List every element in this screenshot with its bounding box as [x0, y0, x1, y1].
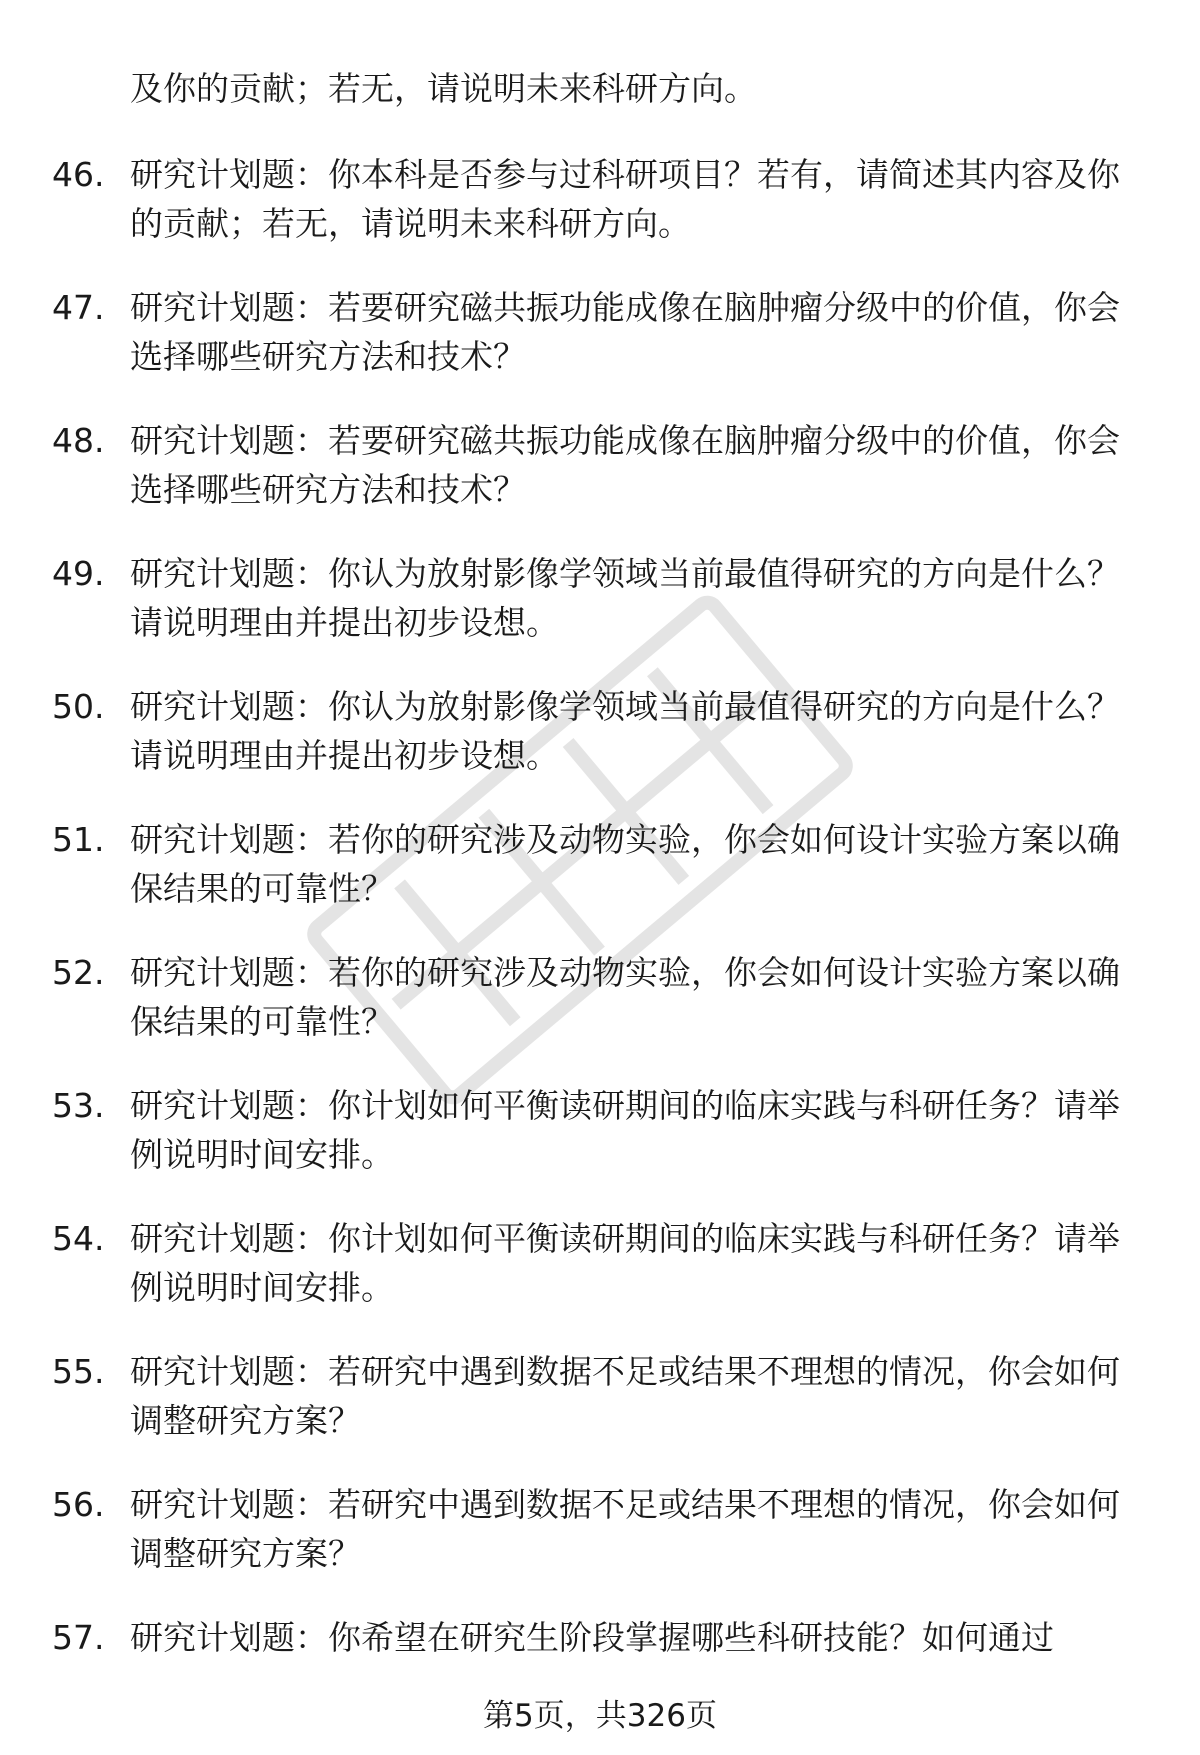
- question-number: 55.: [52, 1352, 105, 1391]
- list-item: [0, 682, 1200, 815]
- question-text: 研究计划题：你本科是否参与过科研项目？若有，请简述其内容及你的贡献；若无，请说明未来科研方向。: [130, 155, 1120, 243]
- question-number: 50.: [52, 687, 105, 726]
- continued-question-text: 及你的贡献；若无，请说明未来科研方向。: [130, 69, 757, 108]
- question-number: 47.: [52, 288, 105, 327]
- question-number: 46.: [52, 155, 105, 194]
- list-item: [0, 948, 1200, 1081]
- list-item: [0, 549, 1200, 682]
- question-number: 54.: [52, 1219, 105, 1258]
- question-text: 研究计划题：若你的研究涉及动物实验，你会如何设计实验方案以确保结果的可靠性？: [130, 953, 1120, 1041]
- list-item: [0, 1214, 1200, 1347]
- question-text: 研究计划题：你认为放射影像学领域当前最值得研究的方向是什么？请说明理由并提出初步设想。: [130, 554, 1120, 642]
- page-footer: 第5页，共326页: [483, 1698, 717, 1734]
- list-item: [0, 283, 1200, 416]
- list-item: [0, 416, 1200, 549]
- question-number: 57.: [52, 1618, 105, 1657]
- question-text: 研究计划题：若研究中遇到数据不足或结果不理想的情况，你会如何调整研究方案？: [130, 1352, 1120, 1440]
- question-text: 研究计划题：你希望在研究生阶段掌握哪些科研技能？如何通过: [130, 1618, 1054, 1657]
- list-item: [0, 815, 1200, 948]
- question-text: 研究计划题：若要研究磁共振功能成像在脑肿瘤分级中的价值，你会选择哪些研究方法和技术？: [130, 288, 1120, 376]
- question-number: 51.: [52, 820, 105, 859]
- question-text: 研究计划题：若研究中遇到数据不足或结果不理想的情况，你会如何调整研究方案？: [130, 1485, 1120, 1573]
- question-list: [0, 150, 1200, 1746]
- list-item: [0, 1081, 1200, 1214]
- question-text: 研究计划题：若要研究磁共振功能成像在脑肿瘤分级中的价值，你会选择哪些研究方法和技术？: [130, 421, 1120, 509]
- question-text: 研究计划题：你认为放射影像学领域当前最值得研究的方向是什么？请说明理由并提出初步设想。: [130, 687, 1120, 775]
- question-number: 48.: [52, 421, 105, 460]
- question-number: 56.: [52, 1485, 105, 1524]
- question-number: 49.: [52, 554, 105, 593]
- question-number: 52.: [52, 953, 105, 992]
- list-item: [0, 1480, 1200, 1613]
- list-item: [0, 1347, 1200, 1480]
- question-text: 研究计划题：你计划如何平衡读研期间的临床实践与科研任务？请举例说明时间安排。: [130, 1219, 1120, 1307]
- question-number: 53.: [52, 1086, 105, 1125]
- question-text: 研究计划题：你计划如何平衡读研期间的临床实践与科研任务？请举例说明时间安排。: [130, 1086, 1120, 1174]
- list-item: [0, 150, 1200, 283]
- question-text: 研究计划题：若你的研究涉及动物实验，你会如何设计实验方案以确保结果的可靠性？: [130, 820, 1120, 908]
